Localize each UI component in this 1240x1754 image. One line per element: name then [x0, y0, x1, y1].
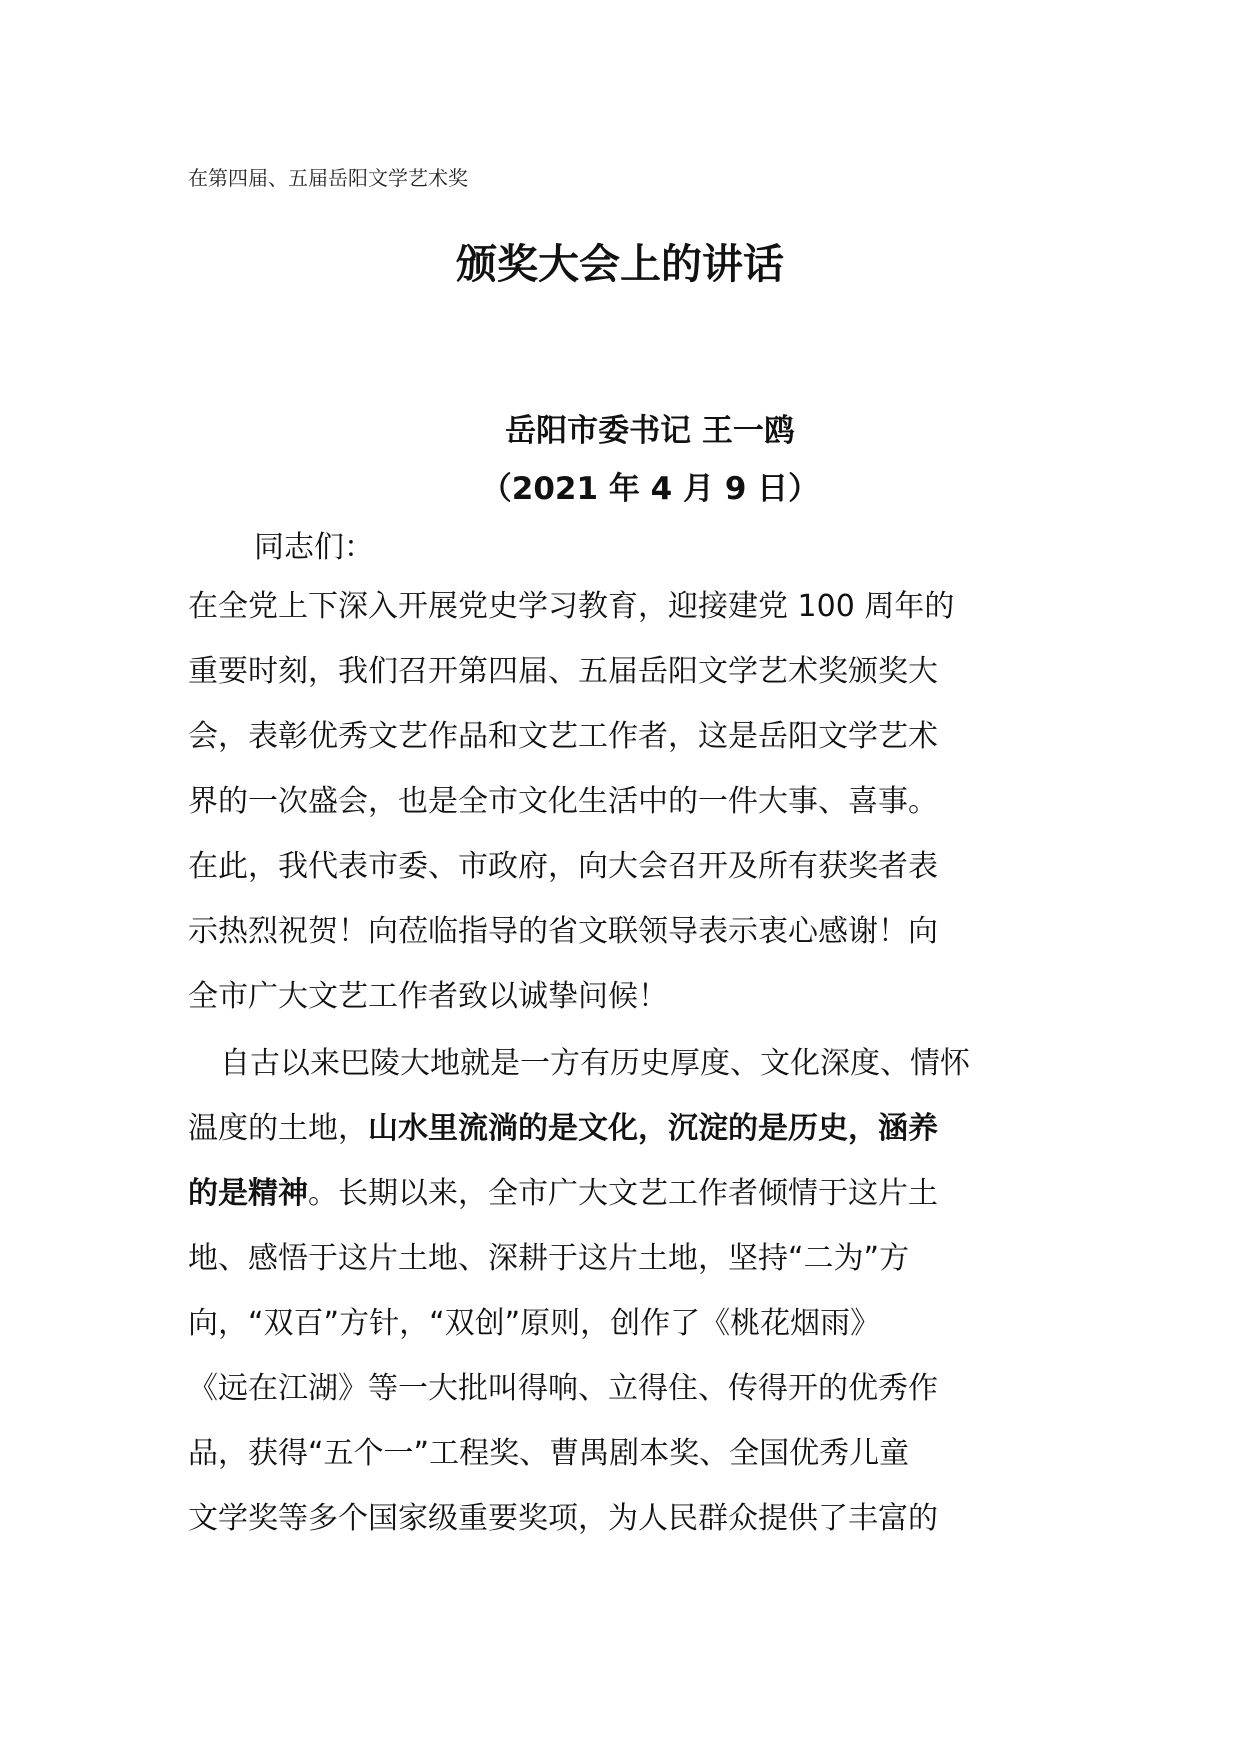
paragraph-2 [188, 1031, 1060, 1551]
paragraph-line: 向，“双百”方针，“双创”原则，创作了《桃花烟雨》 [188, 1306, 881, 1341]
pre-title: 在第四届、五届岳阳文学艺术奖 [188, 166, 468, 190]
paragraph-line: 重要时刻，我们召开第四届、五届岳阳文学艺术奖颁奖大 [188, 654, 938, 689]
date-line: （2021 年 4 月 9 日） [480, 471, 820, 507]
paragraph-line: 示热烈祝贺！向莅临指导的省文联领导表示衷心感谢！向 [188, 914, 938, 949]
paragraph-line: 《远在江湖》等一大批叫得响、立得住、传得开的优秀作 [188, 1371, 938, 1406]
paragraph-1 [188, 574, 1060, 1029]
paragraph-line: 在全党上下深入开展党史学习教育，迎接建党 100 周年的 [188, 589, 955, 624]
paragraph-line-mixed [188, 1096, 1060, 1161]
text-normal: 。长期以来，全市广大文艺工作者倾情于这片土 [308, 1176, 938, 1211]
paragraph-line: 会，表彰优秀文艺作品和文艺工作者，这是岳阳文学艺术 [188, 719, 938, 754]
paragraph-line: 地、感悟于这片土地、深耕于这片土地，坚持“二为”方 [188, 1241, 910, 1276]
paragraph-line: 在此，我代表市委、市政府，向大会召开及所有获奖者表 [188, 849, 938, 884]
text-normal: 温度的土地， [188, 1111, 368, 1146]
text-bold-emphasis: 山水里流淌的是文化，沉淀的是历史，涵养 [368, 1111, 938, 1146]
paragraph-line: 文学奖等多个国家级重要奖项，为人民群众提供了丰富的 [188, 1501, 938, 1536]
page-title: 颁奖大会上的讲话 [456, 240, 784, 288]
paragraph-line: 界的一次盛会，也是全市文化生活中的一件大事、喜事。 [188, 784, 938, 819]
text-bold-emphasis: 的是精神 [188, 1176, 308, 1211]
paragraph-line-mixed [188, 1161, 1060, 1226]
paragraph-line: 全市广大文艺工作者致以诚挚问候！ [188, 979, 668, 1014]
paragraph-line: 自古以来巴陵大地就是一方有历史厚度、文化深度、情怀 [220, 1046, 970, 1081]
paragraph-line: 品，获得“五个一”工程奖、曹禺剧本奖、全国优秀儿童 [188, 1436, 910, 1471]
salutation: 同志们： [254, 530, 374, 565]
author-line: 岳阳市委书记 王一鸥 [505, 413, 795, 449]
